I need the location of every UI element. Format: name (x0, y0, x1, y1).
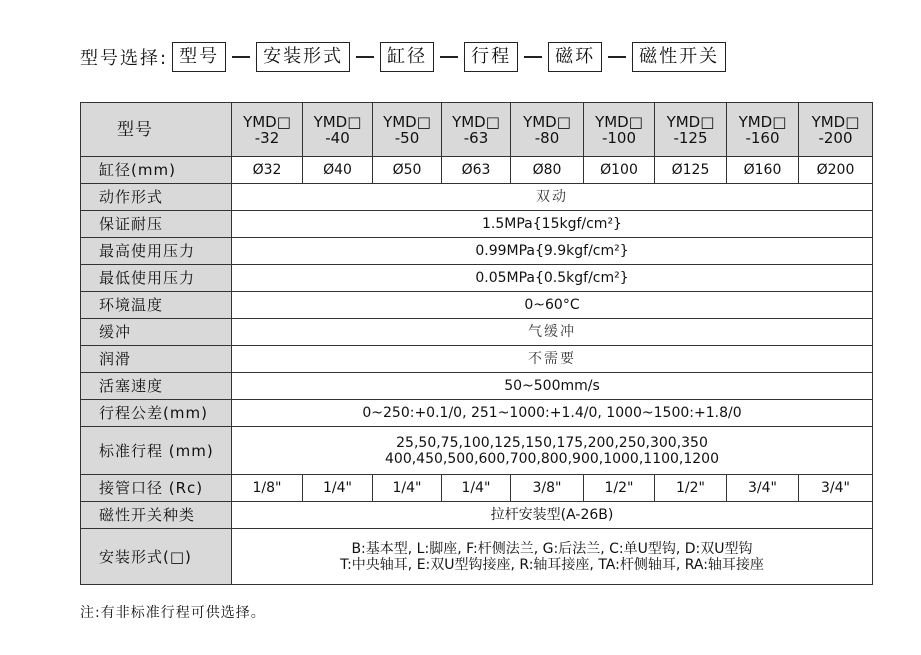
model-cell: YMD□ -40 (303, 103, 373, 157)
bore-cell: Ø80 (511, 157, 584, 184)
bore-cell: Ø125 (655, 157, 727, 184)
table-row-model (81, 103, 873, 157)
bore-cell: Ø63 (442, 157, 511, 184)
model-cell: YMD□ -50 (373, 103, 442, 157)
bore-cell: Ø40 (303, 157, 373, 184)
port-cell: 1/4" (373, 475, 442, 502)
table-row-lubrication (81, 346, 873, 373)
bore-cell: Ø200 (799, 157, 873, 184)
row-header: 缓冲 (81, 319, 232, 346)
table-row-cushion (81, 319, 873, 346)
table-row-mounting (81, 529, 873, 585)
port-cell: 1/2" (584, 475, 655, 502)
value-cell: 气缓冲 (232, 319, 873, 346)
part-model: 型号 (172, 42, 226, 72)
table-row-switch (81, 502, 873, 529)
stroke-line-2: 400,450,500,600,700,800,900,1000,1100,1200 (385, 450, 719, 467)
value-cell: 0.05MPa{0.5kgf/cm²} (232, 265, 873, 292)
table-row-proof-pressure (81, 211, 873, 238)
table-row-action (81, 184, 873, 211)
model-cell: YMD□ -80 (511, 103, 584, 157)
value-cell: 双动 (232, 184, 873, 211)
value-cell: 1.5MPa{15kgf/cm²} (232, 211, 873, 238)
model-cell: YMD□ -200 (799, 103, 873, 157)
value-cell (232, 529, 873, 585)
row-header: 动作形式 (81, 184, 232, 211)
separator-dash (440, 56, 458, 58)
value-cell: 0~250:+0.1/0, 251~1000:+1.4/0, 1000~1500:+1.8/0 (232, 400, 873, 427)
model-cell: YMD□ -160 (727, 103, 799, 157)
bore-cell: Ø160 (727, 157, 799, 184)
separator-dash (524, 56, 542, 58)
footnote: 注:有非标准行程可供选择。 (80, 605, 266, 621)
value-cell: 0~60°C (232, 292, 873, 319)
separator-dash (356, 56, 374, 58)
port-cell: 1/4" (303, 475, 373, 502)
table-row-tolerance (81, 400, 873, 427)
row-header: 缸径(mm) (81, 157, 232, 184)
row-header: 型号 (81, 103, 232, 157)
row-header: 活塞速度 (81, 373, 232, 400)
port-cell: 3/8" (511, 475, 584, 502)
stroke-line-1: 25,50,75,100,125,150,175,200,250,300,350 (396, 434, 708, 451)
bore-cell: Ø32 (232, 157, 303, 184)
table-row-max-pressure (81, 238, 873, 265)
table-row-min-pressure (81, 265, 873, 292)
port-cell: 1/4" (442, 475, 511, 502)
mount-line-1: B:基本型, L:脚座, F:杆侧法兰, G:后法兰, C:单U型钩, D:双U型钩 (351, 540, 753, 557)
value-cell: 50~500mm/s (232, 373, 873, 400)
bore-cell: Ø50 (373, 157, 442, 184)
port-cell: 3/4" (727, 475, 799, 502)
value-cell: 拉杆安装型(A-26B) (232, 502, 873, 529)
model-cell: YMD□ -32 (232, 103, 303, 157)
port-cell: 3/4" (799, 475, 873, 502)
model-cell: YMD□ -63 (442, 103, 511, 157)
row-header: 润滑 (81, 346, 232, 373)
port-cell: 1/2" (655, 475, 727, 502)
row-header: 磁性开关种类 (81, 502, 232, 529)
model-cell: YMD□ -125 (655, 103, 727, 157)
row-header: 最低使用压力 (81, 265, 232, 292)
table-row-bore (81, 157, 873, 184)
port-cell: 1/8" (232, 475, 303, 502)
separator-dash (232, 56, 250, 58)
separator-dash (608, 56, 626, 58)
row-header: 行程公差(mm) (81, 400, 232, 427)
part-magnet: 磁环 (548, 42, 602, 72)
model-cell: YMD□ -100 (584, 103, 655, 157)
row-header: 安装形式(□) (81, 529, 232, 585)
value-cell: 不需要 (232, 346, 873, 373)
value-cell: 0.99MPa{9.9kgf/cm²} (232, 238, 873, 265)
row-header: 标准行程 (mm) (81, 427, 232, 475)
row-header: 保证耐压 (81, 211, 232, 238)
table-row-port (81, 475, 873, 502)
table-row-temperature (81, 292, 873, 319)
model-selection-line (80, 42, 726, 72)
part-switch: 磁性开关 (632, 42, 726, 72)
row-header: 环境温度 (81, 292, 232, 319)
table-row-stroke (81, 427, 873, 475)
table-row-speed (81, 373, 873, 400)
model-selection-label: 型号选择: (80, 48, 169, 69)
part-bore: 缸径 (380, 42, 434, 72)
row-header: 最高使用压力 (81, 238, 232, 265)
row-header: 接管口径 (Rc) (81, 475, 232, 502)
mount-line-2: T:中央轴耳, E:双U型钩接座, R:轴耳接座, TA:杆侧轴耳, RA:轴耳接座 (340, 556, 764, 573)
value-cell (232, 427, 873, 475)
part-stroke: 行程 (464, 42, 518, 72)
part-mounting: 安装形式 (256, 42, 350, 72)
bore-cell: Ø100 (584, 157, 655, 184)
spec-table (80, 102, 873, 585)
